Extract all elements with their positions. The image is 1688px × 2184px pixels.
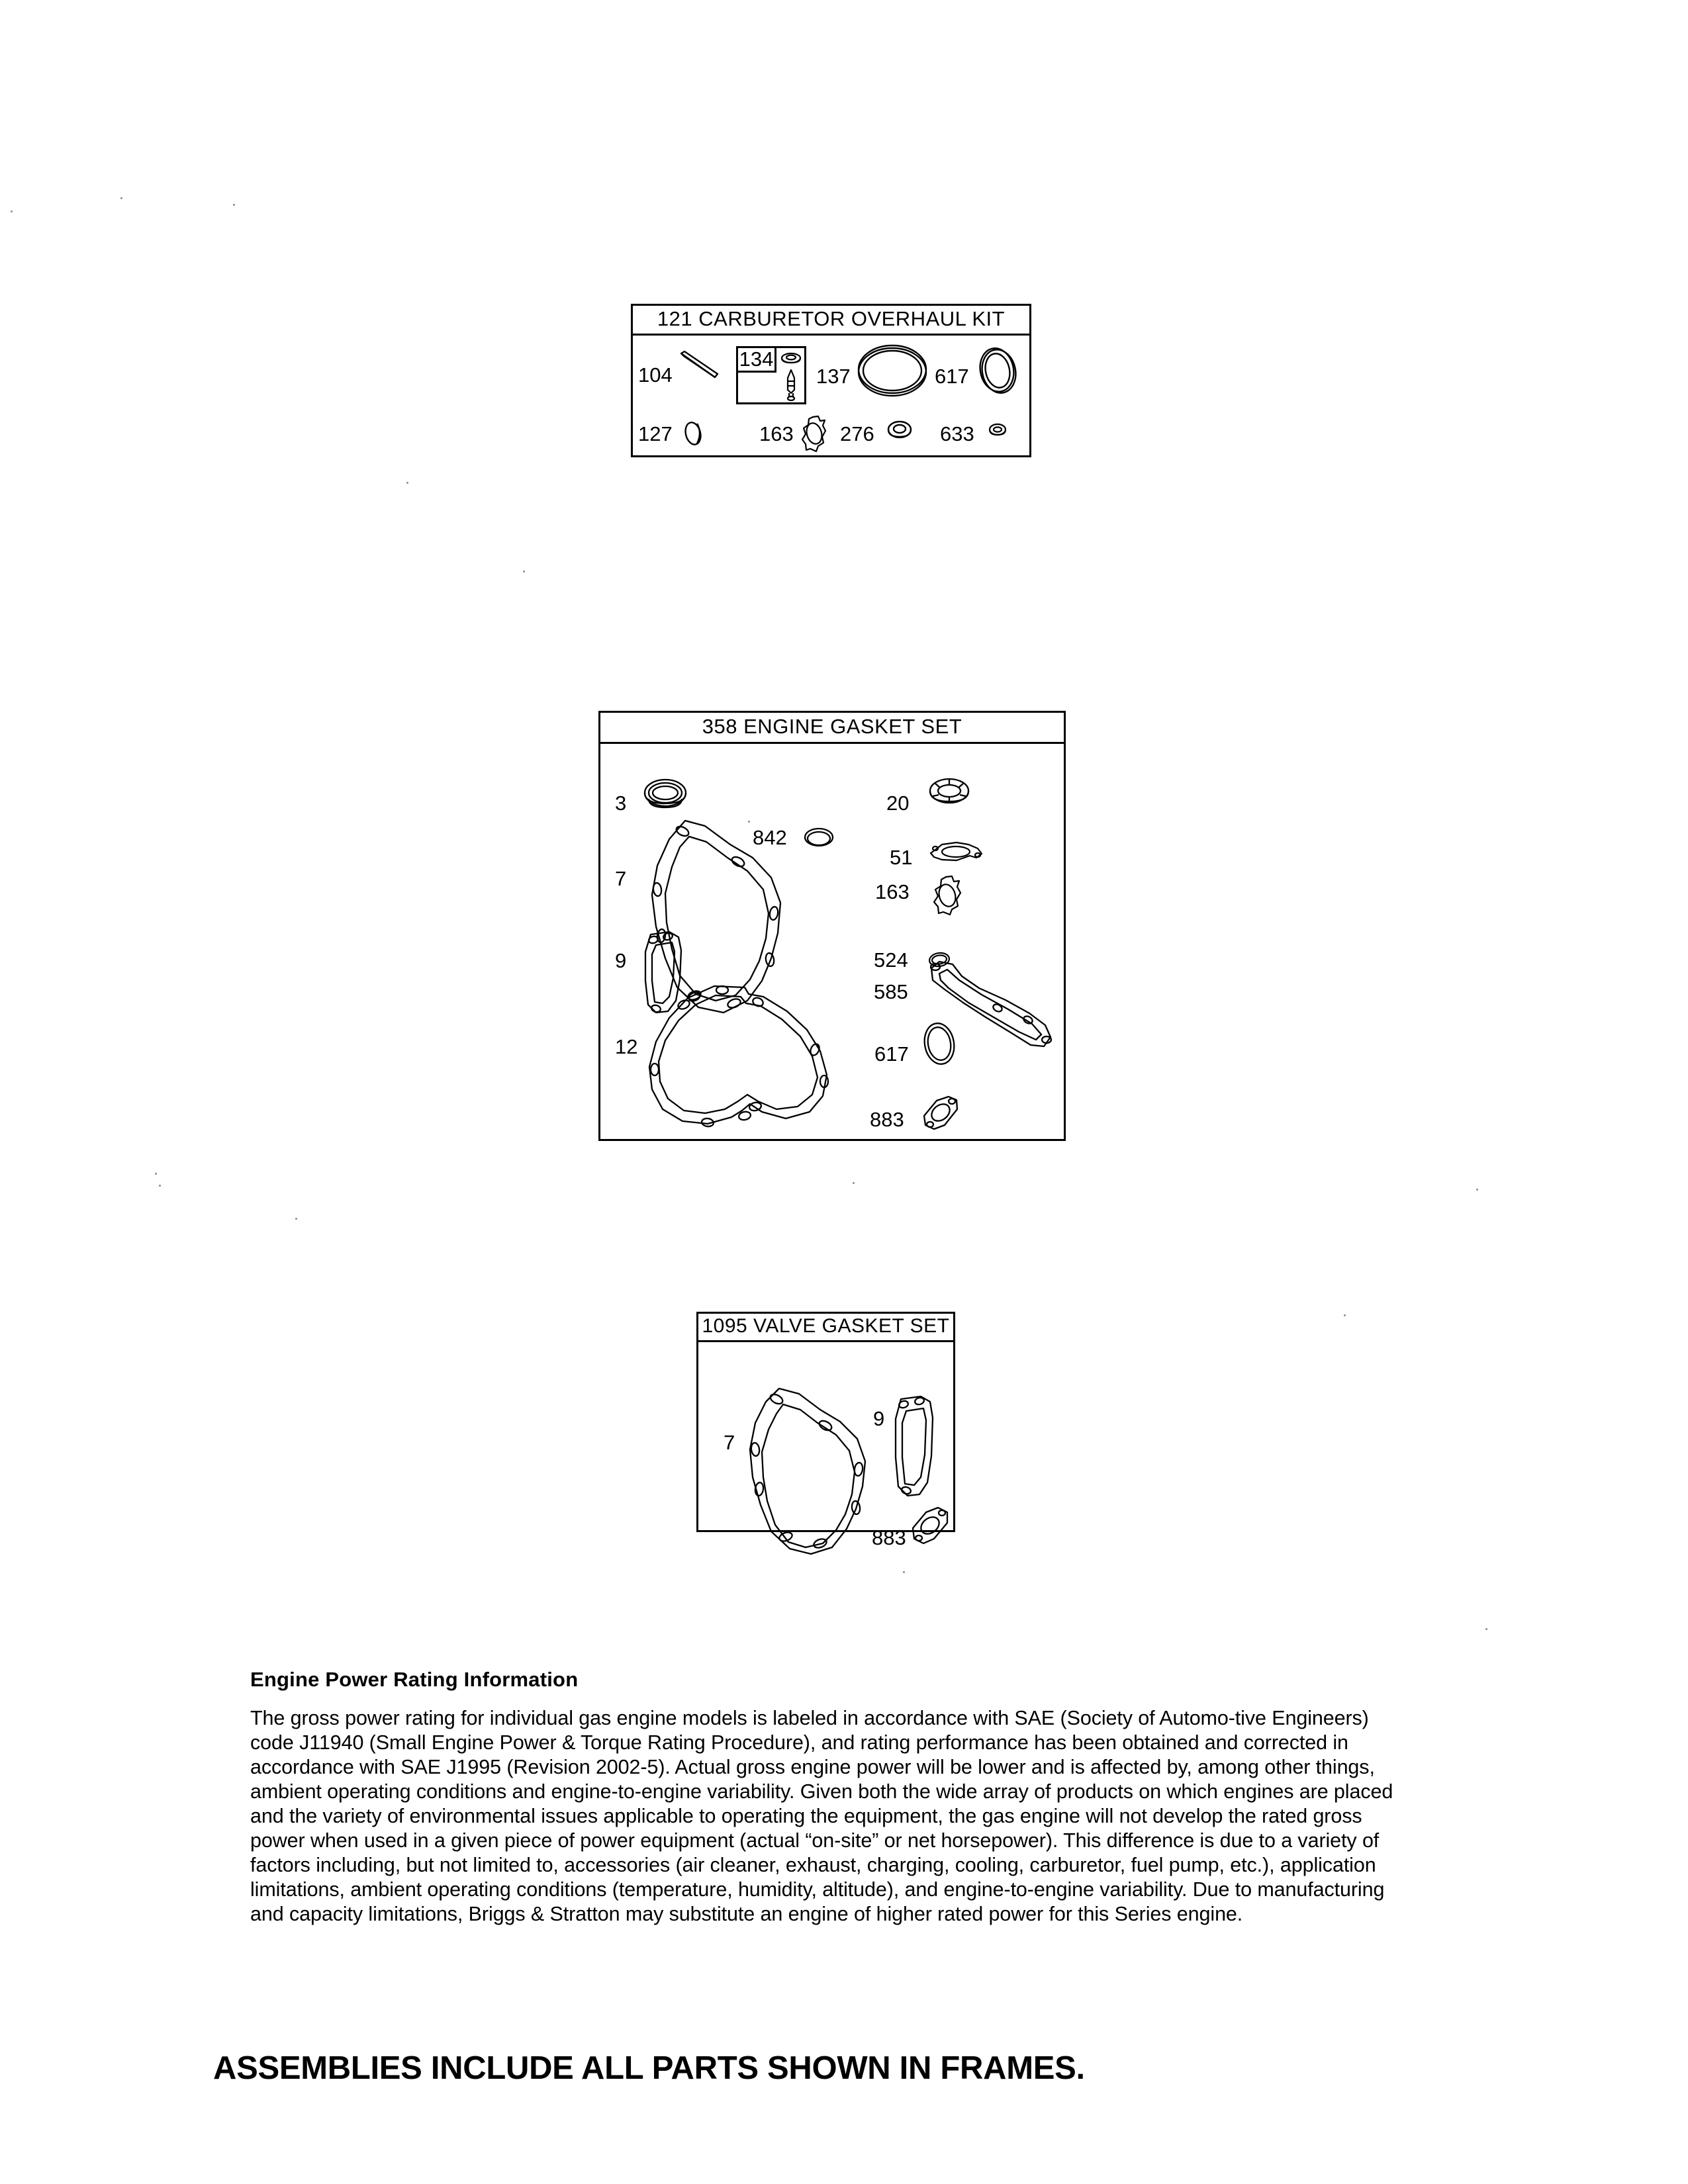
part-icon-medium-o-ring-engine xyxy=(920,1021,960,1068)
part-ref-585: 585 xyxy=(874,980,908,1003)
part-icon-valve-cover-gasket-valve xyxy=(892,1395,939,1501)
part-icon-exhaust-gasket-valve xyxy=(909,1506,953,1547)
part-ref-12: 12 xyxy=(615,1035,638,1058)
part-icon-large-o-ring xyxy=(855,341,929,402)
part-ref-9: 9 xyxy=(615,949,627,972)
frame-carburetor-overhaul-kit xyxy=(631,304,1031,457)
part-ref-127: 127 xyxy=(638,422,673,445)
scan-speckle xyxy=(120,197,122,199)
part-icon-pin-shaft xyxy=(678,350,720,379)
scan-speckle xyxy=(233,204,235,206)
part-icon-cylinder-head-gasket-valve xyxy=(738,1385,877,1558)
frame-body-engine-gasket xyxy=(600,744,1064,1168)
part-ref-3: 3 xyxy=(615,792,627,815)
part-ref-163-engine: 163 xyxy=(875,880,910,903)
part-inset-box-134 xyxy=(736,346,806,404)
frame-engine-gasket-set xyxy=(598,711,1066,1141)
scan-speckle xyxy=(523,570,525,572)
part-icon-welch-plug xyxy=(682,420,706,449)
part-ref-617: 617 xyxy=(935,365,969,388)
part-icon-medium-o-ring xyxy=(975,345,1020,398)
part-ref-104: 104 xyxy=(638,363,673,387)
assemblies-include-note: ASSEMBLIES INCLUDE ALL PARTS SHOWN IN FRAMES. xyxy=(213,2050,1085,2086)
frame-body-carburetor xyxy=(633,336,1029,483)
scan-speckle xyxy=(295,1218,297,1220)
part-ref-134: 134 xyxy=(738,348,776,373)
part-ref-51: 51 xyxy=(890,846,913,869)
scan-speckle xyxy=(1344,1314,1346,1316)
part-icon-carburetor-gasket xyxy=(800,415,831,453)
part-icon-bearing-retainer-seal xyxy=(927,776,974,817)
scan-speckle xyxy=(1476,1189,1478,1191)
frame-body-valve-gasket xyxy=(698,1342,953,1557)
scan-speckle xyxy=(748,821,750,823)
frame-title-carburetor-overhaul-kit: 121 CARBURETOR OVERHAUL KIT xyxy=(633,306,1029,336)
part-ref-9-valve: 9 xyxy=(873,1407,885,1430)
scan-speckle xyxy=(155,1173,157,1175)
scan-speckle xyxy=(406,482,408,484)
part-icon-carburetor-gasket-engine xyxy=(931,875,966,916)
part-icon-intake-manifold-gasket xyxy=(927,841,984,868)
part-icon-seal-washer xyxy=(886,420,915,443)
scan-speckle xyxy=(1485,1628,1487,1630)
part-ref-163: 163 xyxy=(759,422,794,445)
frame-valve-gasket-set xyxy=(696,1312,955,1549)
part-ref-20: 20 xyxy=(886,792,910,815)
scan-speckle xyxy=(11,210,13,212)
part-ref-617-engine: 617 xyxy=(874,1042,909,1066)
part-icon-needle-valve-and-seat xyxy=(779,350,806,404)
engine-power-rating-section xyxy=(250,1668,1415,1927)
frame-title-engine-gasket-set: 358 ENGINE GASKET SET xyxy=(600,713,1064,744)
part-icon-crankcase-sump-gasket xyxy=(644,981,863,1146)
engine-power-rating-heading: Engine Power Rating Information xyxy=(250,1668,579,1691)
part-icon-small-seal xyxy=(988,422,1009,441)
part-ref-883-valve: 883 xyxy=(872,1526,906,1549)
part-icon-exhaust-gasket xyxy=(919,1095,963,1132)
part-ref-524: 524 xyxy=(874,948,908,972)
part-ref-137: 137 xyxy=(816,365,851,388)
scan-speckle xyxy=(159,1185,161,1187)
part-icon-crankshaft-oil-seal xyxy=(641,777,692,818)
part-ref-883: 883 xyxy=(870,1108,904,1131)
part-icon-small-o-ring xyxy=(803,826,836,851)
scan-speckle xyxy=(903,1571,905,1573)
part-ref-842: 842 xyxy=(753,826,787,849)
engine-power-rating-body: The gross power rating for individual gas engine models is labeled in accordance with SAE (Society of Automo-tive Engineers) code J11940 (Small Engine Power & Torque Rating Procedure), and rating performance has been obtained and corrected in accordance with SAE J1995 (Revision 2002-5). Actual gross engine power will be lower and is affected by, among other things, ambient operating conditions and engine-to-engine variability. Given both the wide array of products on which engines are placed and the variety of environmental issues applicable to operating the equipment, the gas engine will not develop the rated gross power when used in a given piece of power equipment (actual “on-site” or net horsepower). This difference is due to a variety of factors including, but not limited to, accessories (air cleaner, exhaust, charging, cooling, carburetor, fuel pump, etc.), application limitations, ambient operating conditions (temperature, humidity, altitude), and engine-to-engine variability. Due to manufacturing and capacity limitations, Briggs & Stratton may substitute an engine of higher rated power for this Series engine. xyxy=(250,1707,1393,1926)
part-ref-7: 7 xyxy=(615,867,627,890)
frame-title-valve-gasket-set: 1095 VALVE GASKET SET xyxy=(698,1314,953,1342)
scan-speckle xyxy=(853,1182,855,1184)
part-ref-633: 633 xyxy=(940,422,974,445)
part-ref-276: 276 xyxy=(840,422,874,445)
part-ref-7-valve: 7 xyxy=(724,1431,735,1454)
